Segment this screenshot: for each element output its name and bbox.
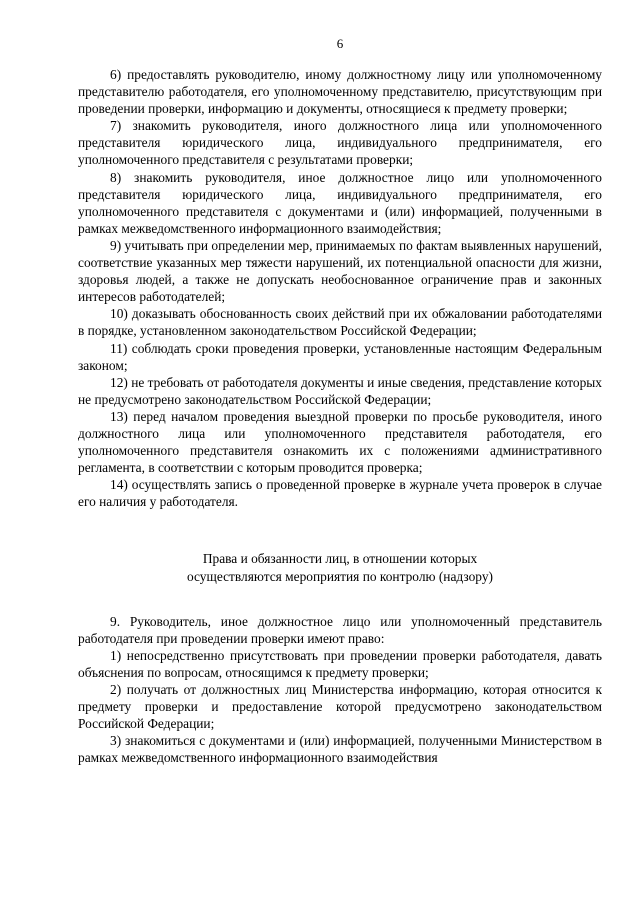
page-number: 6	[336, 36, 344, 51]
clause-9-item-2: 2) получать от должностных лиц Министерства информацию, которая относится к предмету проверки и предоставление которой предусмотрено законодательством Российской Федерации;	[78, 682, 602, 732]
list-item-6: 6) предоставлять руководителю, иному должностному лицу или уполномоченному представителю работодателя, его уполномоченному представителю, присутствующим при проведении проверки, информацию и документы, относящиеся к предмету проверки;	[78, 67, 602, 117]
section-heading	[78, 550, 602, 584]
clause-9: 9. Руководитель, иное должностное лицо или уполномоченный представитель работодателя при проведении проверки имеют право:	[78, 613, 602, 646]
list-item-9: 9) учитывать при определении мер, принимаемых по фактам выявленных нарушений, соответствие указанных мер тяжести нарушений, их потенциальной опасности для жизни, здоровья людей, а также не допускать необоснованное ограничение прав и законных интересов работодателей;	[78, 237, 602, 305]
section-heading-line-1: Права и обязанности лиц, в отношении которых	[202, 551, 478, 567]
clause-9-item-1: 1) непосредственно присутствовать при проведении проверки работодателя, давать объяснения по вопросам, относящимся к предмету проверки;	[78, 647, 602, 680]
list-item-13: 13) перед началом проведения выездной проверки по просьбе руководителя, иного должностного лица или уполномоченного представителя работодателя, его уполномоченного представителя ознакомить их с положениями административного регламента, в соответствии с которым проводится проверка;	[78, 408, 602, 476]
list-item-12: 12) не требовать от работодателя документы и иные сведения, представление которых не предусмотрено законодательством Российской Федерации;	[78, 374, 602, 407]
clause-9-item-3: 3) знакомиться с документами и (или) информацией, полученными Министерством в рамках межведомственного информационного взаимодействия	[78, 733, 602, 766]
list-item-14: 14) осуществлять запись о проведенной проверке в журнале учета проверок в случае его наличия у работодателя.	[78, 477, 602, 510]
section-heading-line-2: осуществляются мероприятия по контролю (надзору)	[187, 568, 493, 584]
list-item-11: 11) соблюдать сроки проведения проверки, установленные настоящим Федеральным законом;	[78, 340, 602, 373]
list-item-7: 7) знакомить руководителя, иного должностного лица или уполномоченного представителя юридического лица, индивидуального предпринимателя, его уполномоченного представителя с результатами проверки;	[78, 118, 602, 168]
list-item-8: 8) знакомить руководителя, иное должностное лицо или уполномоченного представителя юридического лица, индивидуального предпринимателя, его уполномоченного представителя с документами и (или) информацией, полученными в рамках межведомственного информационного взаимодействия;	[78, 169, 602, 236]
list-item-10: 10) доказывать обоснованность своих действий при их обжаловании работодателями в порядке, установленном законодательством Российской Федерации;	[78, 306, 602, 339]
